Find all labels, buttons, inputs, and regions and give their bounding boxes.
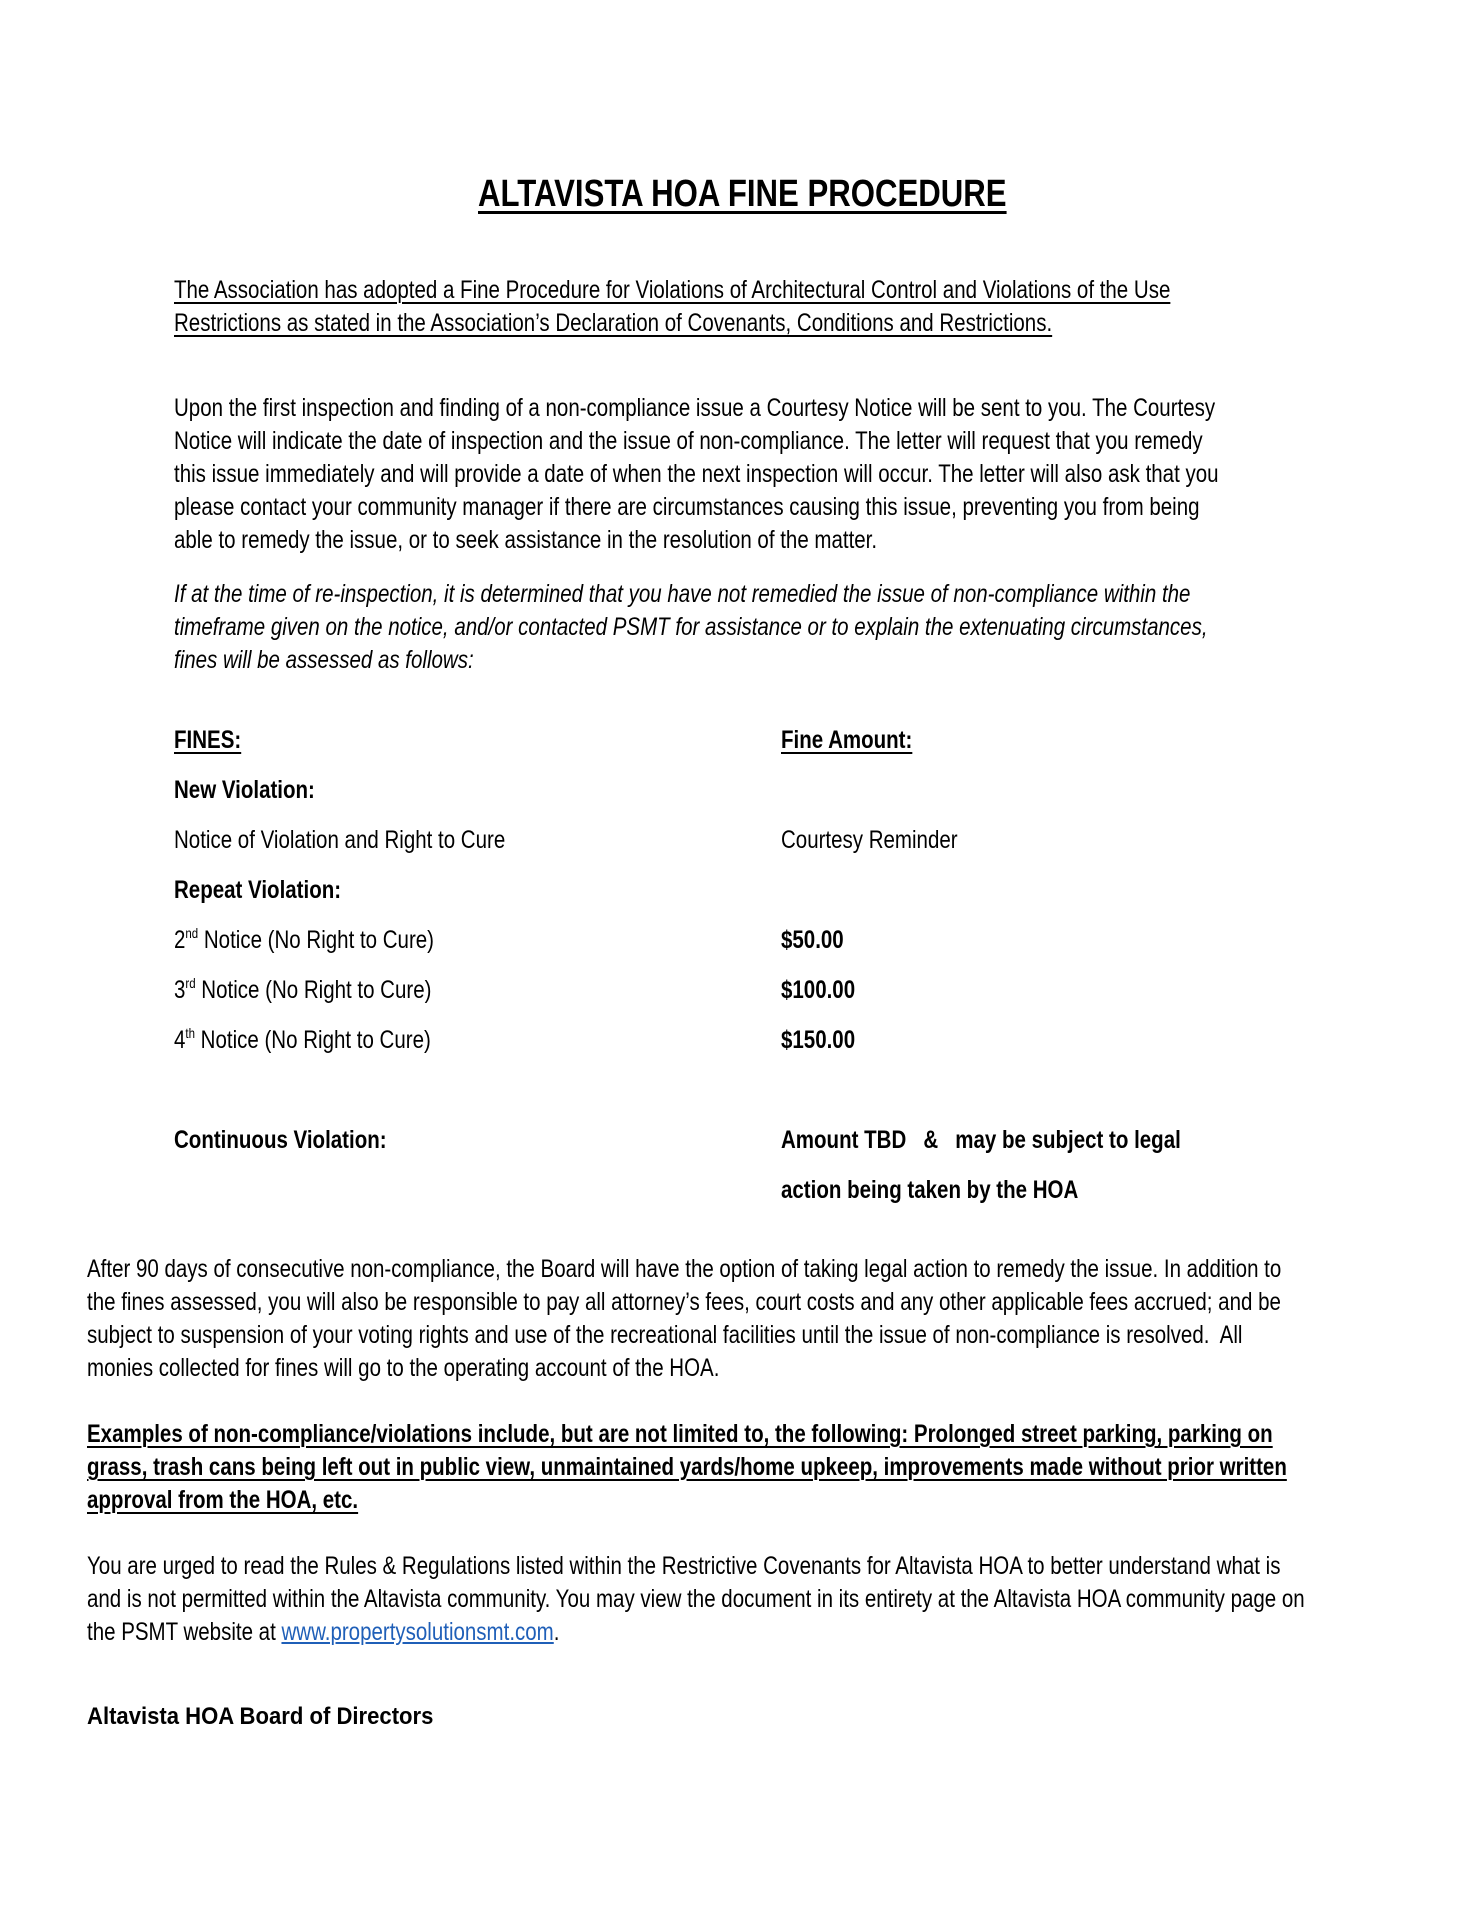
reinspection-line-3: fines will be assessed as follows: bbox=[174, 646, 474, 674]
intro-line-2: Restrictions as stated in the Association’s Declaration of Covenants, Conditions and Restrictions. bbox=[174, 309, 1053, 337]
continuous-amount-line-1: Amount TBD & may be subject to legal bbox=[781, 1126, 1181, 1154]
examples-line-1: Examples of non-compliance/violations include, but are not limited to, the following: Prolonged street parking, parking on bbox=[87, 1420, 1273, 1448]
legal-line-2: the fines assessed, you will also be responsible to pay all attorney’s fees, court costs and any other applicable fees accrued; and be bbox=[87, 1288, 1281, 1316]
rules-line-2: and is not permitted within the Altavista community. You may view the document in its entirety at the Altavista HOA community page on bbox=[87, 1585, 1305, 1613]
reinspection-line-1: If at the time of re-inspection, it is determined that you have not remedied the issue of non-compliance within the bbox=[174, 580, 1191, 608]
intro-line-1: The Association has adopted a Fine Procedure for Violations of Architectural Control and Violations of the Use bbox=[174, 276, 1171, 304]
fine-row-amount: $150.00 bbox=[781, 1026, 856, 1054]
continuous-violation-label: Continuous Violation: bbox=[174, 1126, 387, 1154]
courtesy-line-4: please contact your community manager if there are circumstances causing this issue, preventing you from being bbox=[174, 493, 1200, 521]
legal-line-3: subject to suspension of your voting rights and use of the recreational facilities until the issue of non-compliance is resolved. All bbox=[87, 1321, 1243, 1349]
fine-row-label: 3rd Notice (No Right to Cure) bbox=[174, 975, 432, 1004]
fine-row-amount: $100.00 bbox=[781, 976, 856, 1004]
fines-header: FINES: bbox=[174, 726, 242, 754]
courtesy-line-5: able to remedy the issue, or to seek assistance in the resolution of the matter. bbox=[174, 526, 878, 554]
new-violation-label: New Violation: bbox=[174, 776, 315, 804]
courtesy-line-3: this issue immediately and will provide a date of when the next inspection will occur. The letter will also ask that you bbox=[174, 460, 1219, 488]
fine-row-label: Notice of Violation and Right to Cure bbox=[174, 826, 506, 854]
rules-line-3: the PSMT website at www.propertysolutionsmt.com. bbox=[87, 1618, 560, 1646]
psmt-website-link[interactable]: www.propertysolutionsmt.com bbox=[281, 1618, 554, 1646]
fine-amount-header: Fine Amount: bbox=[781, 726, 913, 754]
examples-line-2: grass, trash cans being left out in public view, unmaintained yards/home upkeep, improvements made without prior written bbox=[87, 1453, 1287, 1481]
fine-row-label: 4th Notice (No Right to Cure) bbox=[174, 1025, 431, 1054]
examples-line-3: approval from the HOA, etc. bbox=[87, 1486, 359, 1514]
repeat-violation-label: Repeat Violation: bbox=[174, 876, 342, 904]
signature: Altavista HOA Board of Directors bbox=[87, 1703, 434, 1730]
courtesy-line-2: Notice will indicate the date of inspection and the issue of non-compliance. The letter will request that you remedy bbox=[174, 427, 1203, 455]
continuous-amount-line-2: action being taken by the HOA bbox=[781, 1176, 1079, 1204]
page-title: ALTAVISTA HOA FINE PROCEDURE bbox=[477, 173, 1007, 215]
fine-row-amount: $50.00 bbox=[781, 926, 844, 954]
rules-line-1: You are urged to read the Rules & Regulations listed within the Restrictive Covenants for Altavista HOA to better understand what is bbox=[87, 1552, 1281, 1580]
fine-row-label: 2nd Notice (No Right to Cure) bbox=[174, 925, 435, 954]
legal-line-1: After 90 days of consecutive non-compliance, the Board will have the option of taking legal action to remedy the issue. In addition to bbox=[87, 1255, 1282, 1283]
fine-row-amount: Courtesy Reminder bbox=[781, 826, 958, 854]
courtesy-line-1: Upon the first inspection and finding of a non-compliance issue a Courtesy Notice will be sent to you. The Courtesy bbox=[174, 394, 1216, 422]
legal-line-4: monies collected for fines will go to the operating account of the HOA. bbox=[87, 1354, 720, 1382]
reinspection-line-2: timeframe given on the notice, and/or contacted PSMT for assistance or to explain the extenuating circumstances, bbox=[174, 613, 1208, 641]
